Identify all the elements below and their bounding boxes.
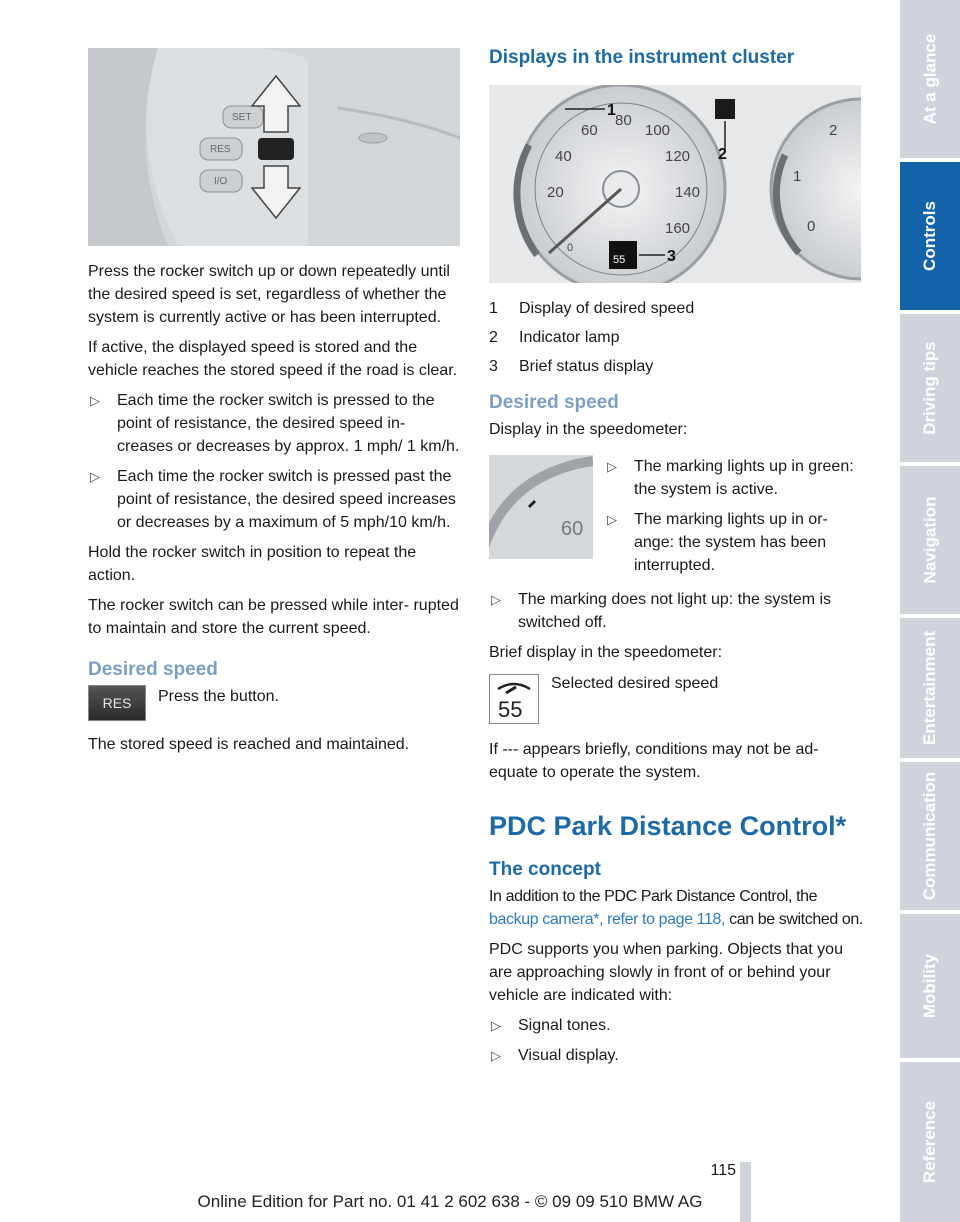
paragraph	[489, 885, 863, 931]
tab-label: Controls	[920, 201, 940, 271]
item-text: Brief status display	[519, 358, 654, 375]
res-button-image: RES	[88, 685, 146, 721]
paragraph: Display in the speedometer:	[489, 421, 688, 438]
tab-label: Mobility	[920, 953, 939, 1019]
list-item-text: Each time the rocker switch is pressed past the point of resistance, the desired speed increases or decreases by a maximum of 5 mph/10 km/h.	[117, 468, 456, 531]
instrument-cluster-figure	[489, 85, 861, 283]
tab-driving-tips[interactable]	[900, 314, 960, 462]
bullet-list	[605, 455, 863, 584]
callout-number: 2	[718, 146, 727, 163]
item-number: 3	[489, 358, 498, 375]
tab-label: Driving tips	[920, 341, 940, 435]
instrument-cluster-illustration	[489, 85, 861, 283]
right-column	[489, 46, 863, 1074]
list-item	[489, 1014, 863, 1037]
tab-controls[interactable]	[900, 162, 960, 310]
list-item-text: Visual display.	[518, 1047, 619, 1064]
steering-wheel-figure	[88, 48, 460, 246]
callout-number: 3	[667, 248, 676, 265]
section-heading: Desired speed	[489, 392, 619, 413]
list-item	[88, 389, 462, 458]
list-item	[489, 297, 863, 320]
icon-description: Selected desired speed	[551, 675, 719, 692]
bullet-triangle-icon: ▷	[90, 393, 100, 408]
item-number: 2	[489, 329, 498, 346]
paragraph: Brief display in the speedometer:	[489, 644, 723, 661]
section-heading: Desired speed	[88, 659, 218, 680]
list-item-text: Each time the rocker switch is pressed to the point of resistance, the desired speed in- creases or decreases by approx. 1 mph/ 1 km/h.	[117, 392, 460, 455]
tab-label: At a glance	[920, 33, 940, 125]
paragraph: If active, the displayed speed is stored and the vehicle reaches the stored speed if the road is clear.	[88, 339, 458, 379]
paragraph: The stored speed is reached and maintained.	[88, 736, 410, 753]
speedo-tick: 0	[567, 242, 574, 254]
page-number: 115	[710, 1162, 736, 1179]
marking-figure-row	[489, 455, 863, 584]
tab-at-a-glance[interactable]	[900, 0, 960, 158]
concept-text: can be switched on.	[725, 911, 863, 928]
brief-display-value: 55	[613, 254, 626, 266]
steering-wheel-illustration	[88, 48, 460, 246]
cruise-control-icon	[490, 675, 538, 723]
legend-list	[489, 297, 863, 378]
list-item-text: The marking lights up in or- ange: the system has been interrupted.	[634, 511, 828, 574]
speedo-tick: 140	[675, 184, 701, 201]
bullet-triangle-icon: ▷	[491, 1018, 501, 1033]
speedo-tick: 60	[581, 122, 598, 139]
paragraph: Hold the rocker switch in position to repeat the action.	[88, 544, 417, 584]
steering-label: RES	[210, 144, 231, 155]
list-item-text: The marking does not light up: the system is switched off.	[518, 591, 832, 631]
speedometer-marking-illustration	[489, 455, 593, 559]
rpm-tick: 1	[793, 168, 802, 185]
item-number: 1	[489, 300, 498, 317]
bullet-list	[489, 1014, 863, 1067]
footer: Online Edition for Part no. 01 41 2 602 638 - © 09 09 510 BMW AG	[197, 1192, 703, 1211]
brief-display-row	[489, 674, 863, 724]
paragraph: PDC supports you when parking. Objects that you are approaching slowly in front of or behind your vehicle are indicated with:	[489, 941, 843, 1004]
section-heading: The concept	[489, 859, 601, 880]
list-item-text: Signal tones.	[518, 1017, 611, 1034]
tab-reference[interactable]	[900, 1062, 960, 1222]
speedo-tick: 20	[547, 184, 564, 201]
bullet-triangle-icon: ▷	[607, 512, 617, 527]
item-text: Indicator lamp	[519, 329, 620, 346]
paragraph: If --- appears briefly, conditions may not be ad- equate to operate the system.	[489, 741, 819, 781]
list-item	[605, 455, 863, 501]
list-item	[489, 326, 863, 349]
instruction-text: Press the button.	[158, 688, 279, 705]
tab-entertainment[interactable]	[900, 618, 960, 758]
tab-communication[interactable]	[900, 762, 960, 910]
rpm-tick: 0	[807, 218, 816, 235]
bullet-triangle-icon: ▷	[607, 459, 617, 474]
marking-value: 60	[561, 518, 584, 540]
paragraph: The rocker switch can be pressed while inter- rupted to maintain and store the current speed.	[88, 597, 459, 637]
tab-mobility[interactable]	[900, 914, 960, 1058]
speedo-tick: 40	[555, 148, 572, 165]
steering-label: SET	[232, 112, 252, 123]
res-instruction	[88, 685, 462, 721]
backup-camera-link[interactable]: backup camera*, refer to page 118,	[489, 911, 726, 928]
list-item-text: The marking lights up in green: the system is active.	[634, 458, 854, 498]
callout-number: 1	[607, 102, 616, 119]
paragraph: Press the rocker switch up or down repeatedly until the desired speed is set, regardless of whether the system is currently active or has been interrupted.	[88, 263, 450, 326]
speedo-tick: 100	[645, 122, 671, 139]
bullet-list	[88, 389, 462, 534]
tab-label: Reference	[920, 1100, 939, 1184]
cruise-55-icon	[489, 674, 539, 724]
rpm-tick: 2	[829, 122, 838, 139]
list-item	[489, 588, 863, 634]
left-column	[88, 48, 462, 763]
tab-navigation[interactable]	[900, 466, 960, 614]
list-item	[489, 1044, 863, 1067]
bullet-triangle-icon: ▷	[90, 469, 100, 484]
speedo-tick: 120	[665, 148, 691, 165]
speedo-tick: 160	[665, 220, 691, 237]
bullet-triangle-icon: ▷	[491, 1048, 501, 1063]
marking-figure	[489, 455, 593, 559]
tab-label: Communication	[920, 771, 940, 901]
list-item	[88, 465, 462, 534]
speedo-tick: 80	[615, 112, 632, 129]
icon-value: 55	[498, 697, 523, 722]
list-item	[489, 355, 863, 378]
steering-label: I/O	[214, 176, 228, 187]
tab-label: Entertainment	[920, 630, 940, 746]
list-item	[605, 508, 863, 577]
bullet-triangle-icon: ▷	[491, 592, 501, 607]
concept-text: In addition to the PDC Park Distance Control, the	[489, 888, 818, 905]
tab-label: Navigation	[920, 496, 939, 584]
section-heading: Displays in the instrument cluster	[489, 47, 795, 68]
bullet-list	[489, 588, 863, 634]
chapter-tabs	[900, 0, 960, 1222]
item-text: Display of desired speed	[519, 300, 695, 317]
chapter-title: PDC Park Distance Control*	[489, 811, 847, 841]
